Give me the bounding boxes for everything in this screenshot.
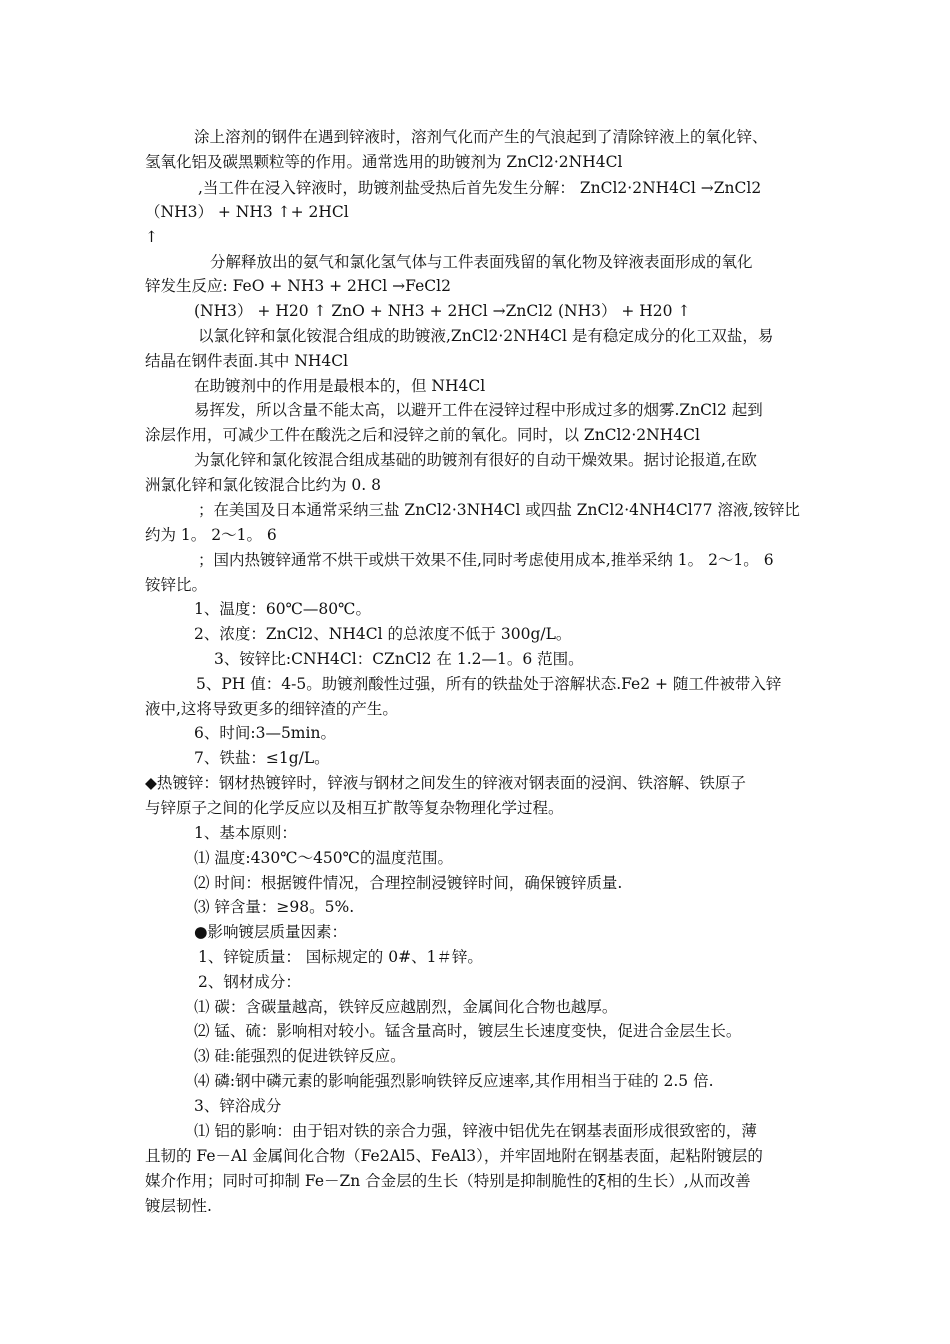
text-line: ；国内热镀锌通常不烘干或烘干效果不佳,同时考虑使用成本,推举采纳 1。 2～1。 6 (198, 551, 774, 569)
list-item: 5、PH 值：4-5。助镀剂酸性过强，所有的铁盐处于溶解状态.Fe2 + 随工件被带入锌 (196, 675, 782, 693)
text-line: 且韧的 Fe－Al 金属间化合物（Fe2Al5、FeAl3），并牢固地附在钢基表面，起粘附镀层的 (145, 1147, 763, 1165)
list-item: 2、钢材成分： (198, 973, 301, 991)
list-item: 1、温度：60℃—80℃。 (194, 600, 371, 618)
section-heading: ◆热镀锌：钢材热镀锌时，锌液与钢材之间发生的锌液对钢表面的浸润、铁溶解、铁原子 (145, 774, 746, 792)
text-line: 在助镀剂中的作用是最根本的，但 NH4Cl (194, 377, 486, 395)
text-line: 镀层韧性. (145, 1197, 212, 1215)
text-line: 与锌原子之间的化学反应以及相互扩散等复杂物理化学过程。 (145, 799, 564, 817)
list-item: 3、铵锌比:CNH4Cl：CZnCl2 在 1.2—1。6 范围。 (214, 650, 584, 668)
text-line: 分解释放出的氨气和氯化氢气体与工件表面残留的氧化物及锌液表面形成的氧化 (210, 253, 753, 271)
text-line: 以氯化锌和氯化铵混合组成的助镀液,ZnCl2·2NH4Cl 是有稳定成分的化工双盐，易 (198, 327, 774, 345)
text-line: 氢氧化铝及碳黑颗粒等的作用。通常选用的助镀剂为 ZnCl2·2NH4Cl (145, 153, 623, 171)
text-line: 媒介作用；同时可抑制 Fe－Zn 合金层的生长（特别是抑制脆性的ξ相的生长）,从而改善 (145, 1172, 751, 1190)
list-item: 2、浓度：ZnCl2、NH4Cl 的总浓度不低于 300g/L。 (194, 625, 572, 643)
text-line: 铵锌比。 (145, 576, 208, 594)
list-item: ⑷ 磷:钢中磷元素的影响能强烈影响铁锌反应速率,其作用相当于硅的 2.5 倍. (194, 1072, 714, 1090)
text-line: 洲氯化锌和氯化铵混合比约为 0. 8 (145, 476, 382, 494)
text-line: 为氯化锌和氯化铵混合组成基础的助镀剂有很好的自动干燥效果。据讨论报道,在欧 (194, 451, 757, 469)
list-item: ⑵ 锰、硫：影响相对较小。锰含量高时，镀层生长速度变快，促进合金层生长。 (194, 1022, 742, 1040)
text-line: ↑ (145, 228, 158, 246)
list-item: ⑴ 铝的影响：由于铝对铁的亲合力强，锌液中铝优先在钢基表面形成很致密的，薄 (194, 1122, 757, 1140)
text-line: 结晶在钢件表面.其中 NH4Cl (145, 352, 349, 370)
list-item: ⑴ 温度:430℃～450℃的温度范围。 (194, 849, 453, 867)
section-heading: ●影响镀层质量因素： (194, 923, 348, 941)
text-line: 涂层作用，可减少工件在酸洗之后和浸锌之前的氧化。同时，以 ZnCl2·2NH4Cl (145, 426, 700, 444)
list-item: 3、锌浴成分 (194, 1097, 282, 1115)
text-line: 约为 1。 2～1。 6 (145, 526, 277, 544)
text-line: （NH3） + NH3 ↑+ 2HCl (145, 203, 349, 221)
text-line: 锌发生反应: FeO + NH3 + 2HCl →FeCl2 (145, 277, 451, 295)
text-line: ；在美国及日本通常采纳三盐 ZnCl2·3NH4Cl 或四盐 ZnCl2·4NH4Cl77 溶液,铵锌比 (198, 501, 800, 519)
text-line: (NH3） + H20 ↑ ZnO + NH3 + 2HCl →ZnCl2 (NH3） + H20 ↑ (194, 302, 691, 320)
list-item: ⑵ 时间：根据镀件情况，合理控制浸镀锌时间，确保镀锌质量. (194, 874, 623, 892)
list-item: ⑶ 锌含量：≥98。5%. (194, 898, 355, 916)
text-line: ,当工件在浸入锌液时，助镀剂盐受热后首先发生分解： ZnCl2·2NH4Cl →ZnCl2 (198, 179, 762, 197)
text-line: 涂上溶剂的钢件在遇到锌液时，溶剂气化而产生的气浪起到了清除锌液上的氧化锌、 (194, 128, 768, 146)
list-item: 6、时间:3—5min。 (194, 724, 336, 742)
list-item: ⑴ 碳：含碳量越高，铁锌反应越剧烈，金属间化合物也越厚。 (194, 998, 618, 1016)
list-item: 7、铁盐：≤1g/L。 (194, 749, 330, 767)
list-item: 1、基本原则： (194, 824, 297, 842)
text-line: 易挥发，所以含量不能太高，以避开工件在浸锌过程中形成过多的烟雾.ZnCl2 起到 (194, 401, 763, 419)
list-item: ⑶ 硅:能强烈的促进铁锌反应。 (194, 1047, 406, 1065)
text-line: 液中,这将导致更多的细锌渣的产生。 (145, 700, 398, 718)
list-item: 1、锌锭质量： 国标规定的 0#、1＃锌。 (198, 948, 483, 966)
